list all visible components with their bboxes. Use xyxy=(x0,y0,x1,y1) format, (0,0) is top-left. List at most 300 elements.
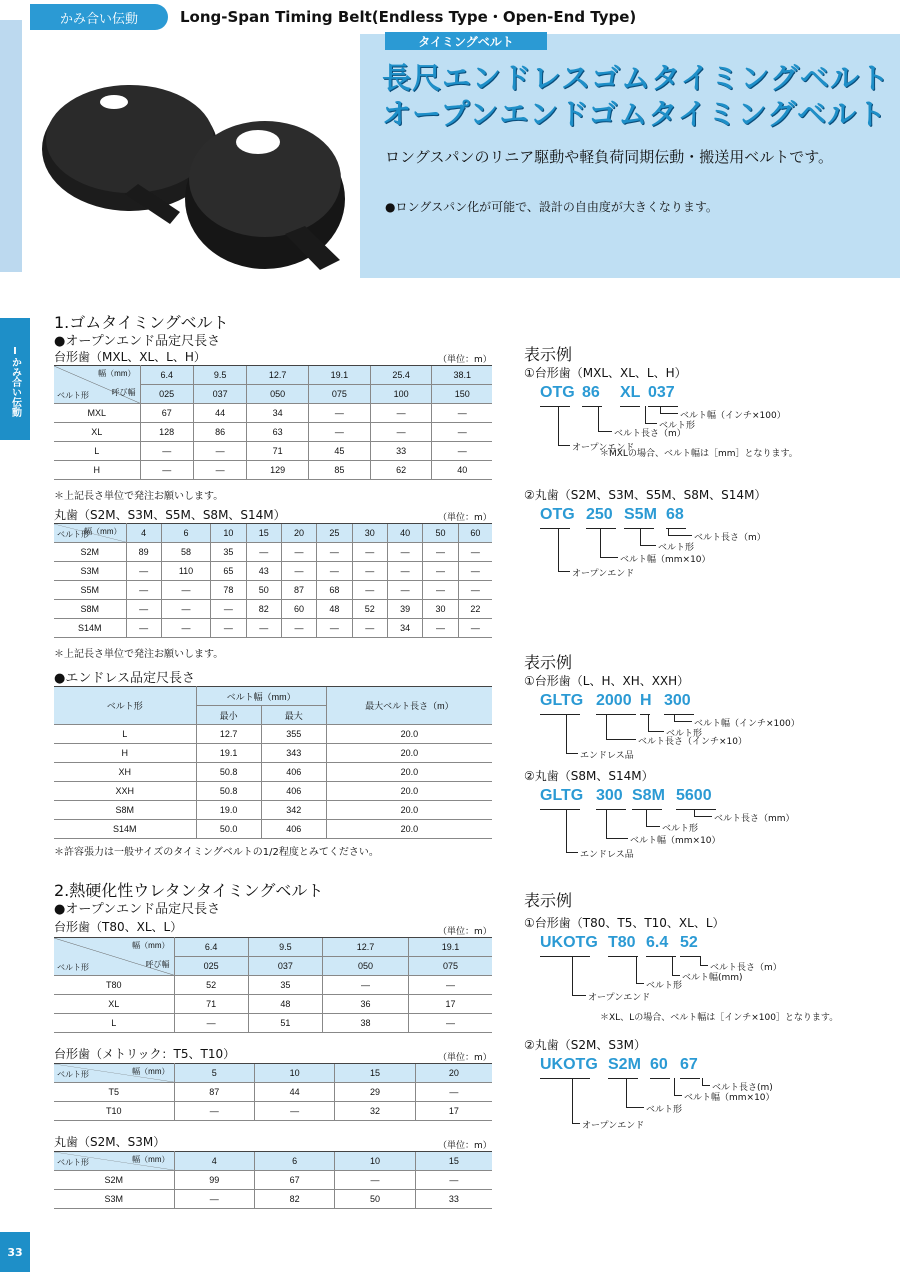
table-row xyxy=(54,581,492,600)
table-cell: 43 xyxy=(246,562,281,581)
table-cell: 67 xyxy=(254,1171,334,1190)
header-diagonal xyxy=(54,524,126,543)
side-section-tab[interactable]: Ⅰかみ合い伝動 xyxy=(0,318,30,440)
width-header: 10 xyxy=(211,524,246,543)
example-heading: 表示例 xyxy=(524,345,573,364)
row-label: S3M xyxy=(54,562,126,581)
table-cell: 19.0 xyxy=(196,801,261,820)
table-cell: — xyxy=(174,1190,254,1209)
leader-line xyxy=(674,1078,682,1096)
table-open-end-round xyxy=(54,523,492,638)
table-cell: 406 xyxy=(261,782,326,801)
table-cell: — xyxy=(458,562,492,581)
table-urethane-trapezoid xyxy=(54,937,492,1033)
code-part: OTG xyxy=(540,506,575,523)
code-part: GLTG xyxy=(540,692,584,709)
table-cell: 52 xyxy=(352,600,387,619)
table-cell: 128 xyxy=(140,423,193,442)
table-cell: 22 xyxy=(458,600,492,619)
table-row xyxy=(54,562,492,581)
table-cell: 50.0 xyxy=(196,820,261,839)
code-label: ベルト形 xyxy=(666,729,703,739)
table-cell: 20.0 xyxy=(326,801,492,820)
table-cell: — xyxy=(387,581,422,600)
code-part: UKOTG xyxy=(540,934,598,951)
code-header: 050 xyxy=(247,385,309,404)
row-label: XH xyxy=(54,763,196,782)
table-cell: 58 xyxy=(161,543,210,562)
table-cell: — xyxy=(432,442,492,461)
header-diagonal xyxy=(54,938,174,976)
width-header: 38.1 xyxy=(432,366,492,385)
section1-sub: ●オープンエンド品定尺長さ xyxy=(54,334,221,349)
table-cell: — xyxy=(423,581,458,600)
table-cell: 50 xyxy=(246,581,281,600)
table-cell: — xyxy=(387,543,422,562)
leader-line xyxy=(672,956,680,976)
t5-caption: 台形歯（メトリック：T5、T10） xyxy=(54,1047,236,1061)
code-part: 2000 xyxy=(596,692,632,709)
code-part: 037 xyxy=(648,384,675,401)
table-cell: — xyxy=(126,619,161,638)
t6-caption: 丸歯（S2M、S3M） xyxy=(54,1135,166,1149)
width-header: 4 xyxy=(174,1152,254,1171)
row-label: S8M xyxy=(54,600,126,619)
side-decoration xyxy=(0,20,22,272)
table-cell: 86 xyxy=(193,423,246,442)
table-cell: — xyxy=(126,600,161,619)
table-cell: — xyxy=(193,461,246,480)
table-cell: 63 xyxy=(247,423,309,442)
header-max-length: 最大ベルト長さ（m） xyxy=(326,687,492,725)
t2-caption: 丸歯（S2M、S3M、S5M、S8M、S14M） xyxy=(54,508,286,522)
table-urethane-metric xyxy=(54,1063,492,1121)
code-label: ベルト長さ（インチ×10） xyxy=(638,737,747,747)
row-label: T5 xyxy=(54,1083,174,1102)
code-label: ベルト長さ（mm） xyxy=(714,814,795,824)
table-cell: — xyxy=(352,619,387,638)
table-cell: 48 xyxy=(248,995,322,1014)
leader-line xyxy=(645,406,657,424)
leader-line xyxy=(558,406,570,446)
code-label: オープンエンド xyxy=(572,443,635,453)
table-cell: — xyxy=(161,581,210,600)
table-row xyxy=(54,763,492,782)
table-cell: 45 xyxy=(309,442,371,461)
table-cell: — xyxy=(309,423,371,442)
table-cell: 51 xyxy=(248,1014,322,1033)
header-width: 幅（mm） xyxy=(132,1155,170,1164)
page-title-en: Long-Span Timing Belt(Endless Type・Open-End Type) xyxy=(180,8,637,26)
section2-heading: 2.熱硬化性ウレタンタイミングベルト xyxy=(54,881,324,900)
leader-line xyxy=(640,528,656,546)
code-underline xyxy=(540,1078,590,1079)
row-label: S5M xyxy=(54,581,126,600)
code-label: ベルト幅（mm×10） xyxy=(684,1093,775,1103)
header-max: 最大 xyxy=(261,706,326,725)
table-cell: 38 xyxy=(323,1014,409,1033)
table-cell: — xyxy=(408,1014,492,1033)
table-cell: 39 xyxy=(387,600,422,619)
table-cell: — xyxy=(126,562,161,581)
table-row xyxy=(54,995,492,1014)
header-diagonal xyxy=(54,1152,174,1171)
table-cell: 44 xyxy=(193,404,246,423)
code-underline xyxy=(620,406,640,407)
table-cell: 20.0 xyxy=(326,763,492,782)
table-cell: 50.8 xyxy=(196,782,261,801)
table-cell: 406 xyxy=(261,763,326,782)
code-header: 050 xyxy=(323,957,409,976)
t2-note: ＊上記長さ単位で発注お願いします。 xyxy=(54,649,224,660)
table-row xyxy=(54,404,492,423)
width-header: 60 xyxy=(458,524,492,543)
row-label: S2M xyxy=(54,1171,174,1190)
table-cell: 35 xyxy=(248,976,322,995)
table-cell: — xyxy=(309,404,371,423)
code-part: 250 xyxy=(586,506,613,523)
table-cell: — xyxy=(432,404,492,423)
example-title: ②丸歯（S2M、S3M） xyxy=(524,1038,646,1052)
leader-line xyxy=(660,406,678,414)
table-cell: 35 xyxy=(211,543,246,562)
table-cell: — xyxy=(211,600,246,619)
row-label: S8M xyxy=(54,801,196,820)
table-endless xyxy=(54,686,492,839)
hero-badge: タイミングベルト xyxy=(385,32,547,50)
table-cell: — xyxy=(211,619,246,638)
row-label: MXL xyxy=(54,404,140,423)
leader-line xyxy=(636,956,644,984)
code-part: UKOTG xyxy=(540,1056,598,1073)
t4-caption: 台形歯（T80、XL、L） xyxy=(54,920,183,934)
code-label: ベルト長さ（m） xyxy=(694,533,766,543)
code-part: OTG xyxy=(540,384,575,401)
table-cell: 82 xyxy=(254,1190,334,1209)
table-cell: — xyxy=(432,423,492,442)
t1-unit: （単位：m） xyxy=(438,355,492,365)
code-label: オープンエンド xyxy=(588,993,651,1003)
width-header: 5 xyxy=(174,1064,254,1083)
table-cell: 29 xyxy=(335,1083,415,1102)
width-header: 20 xyxy=(415,1064,492,1083)
header-diagonal xyxy=(54,1064,174,1083)
width-header: 20 xyxy=(281,524,316,543)
table-cell: — xyxy=(323,976,409,995)
table-cell: — xyxy=(458,543,492,562)
code-header: 037 xyxy=(248,957,322,976)
table-cell: 110 xyxy=(161,562,210,581)
header-type: ベルト形 xyxy=(57,963,89,972)
table-cell: 19.1 xyxy=(196,744,261,763)
table-cell: 99 xyxy=(174,1171,254,1190)
code-label: ベルト幅（インチ×100） xyxy=(680,411,786,421)
code-label: エンドレス品 xyxy=(580,751,634,761)
table-urethane-round xyxy=(54,1151,492,1209)
table-cell: 50.8 xyxy=(196,763,261,782)
code-label: ベルト幅（インチ×100） xyxy=(694,719,800,729)
table-cell: — xyxy=(281,562,316,581)
table-cell: — xyxy=(140,442,193,461)
width-header: 10 xyxy=(335,1152,415,1171)
header-type: ベルト形 xyxy=(57,530,89,539)
code-header: 037 xyxy=(193,385,246,404)
table-cell: 129 xyxy=(247,461,309,480)
code-header: 025 xyxy=(140,385,193,404)
table-cell: — xyxy=(423,562,458,581)
width-header: 12.7 xyxy=(247,366,309,385)
code-part: XL xyxy=(620,384,641,401)
table-row xyxy=(54,1171,492,1190)
code-header: 075 xyxy=(309,385,371,404)
t5-unit: （単位：m） xyxy=(438,1053,492,1063)
table-cell: 17 xyxy=(415,1102,492,1121)
table-cell: 17 xyxy=(408,995,492,1014)
table-cell: — xyxy=(458,581,492,600)
table-cell: 85 xyxy=(309,461,371,480)
table-cell: — xyxy=(415,1171,492,1190)
leader-line xyxy=(606,714,636,740)
table-cell: — xyxy=(246,619,281,638)
table-cell: — xyxy=(161,600,210,619)
row-label: H xyxy=(54,744,196,763)
leader-line xyxy=(566,809,578,853)
hero-subtitle: ロングスパンのリニア駆動や軽負荷同期伝動・搬送用ベルトです。 xyxy=(385,148,834,166)
row-label: L xyxy=(54,725,196,744)
leader-line xyxy=(694,809,712,817)
table-cell: — xyxy=(281,619,316,638)
code-part: GLTG xyxy=(540,787,584,804)
row-label: L xyxy=(54,1014,174,1033)
header-width: 幅（mm） xyxy=(84,527,122,536)
row-label: T10 xyxy=(54,1102,174,1121)
example-title: ②丸歯（S8M、S14M） xyxy=(524,769,654,783)
width-header: 6 xyxy=(254,1152,334,1171)
table-cell: — xyxy=(458,619,492,638)
code-underline xyxy=(680,1078,700,1079)
table-cell: — xyxy=(352,562,387,581)
table-cell: — xyxy=(408,976,492,995)
table-row xyxy=(54,976,492,995)
code-header: 075 xyxy=(408,957,492,976)
section2-sub: ●オープンエンド品定尺長さ xyxy=(54,902,221,917)
width-header: 15 xyxy=(335,1064,415,1083)
leader-line xyxy=(648,714,664,732)
width-header: 4 xyxy=(126,524,161,543)
example-title: ②丸歯（S2M、S3M、S5M、S8M、S14M） xyxy=(524,488,767,502)
header-width: ベルト幅（mm） xyxy=(196,687,326,706)
table-cell: — xyxy=(161,619,210,638)
table-cell: 78 xyxy=(211,581,246,600)
width-header: 10 xyxy=(254,1064,334,1083)
leader-line xyxy=(606,809,628,839)
row-label: XXH xyxy=(54,782,196,801)
table-cell: 406 xyxy=(261,820,326,839)
code-label: オープンエンド xyxy=(582,1121,645,1131)
table-cell: — xyxy=(352,581,387,600)
header-code: 呼び幅 xyxy=(111,388,136,397)
width-header: 9.5 xyxy=(193,366,246,385)
example-note: ＊MXLの場合、ベルト幅は［mm］となります。 xyxy=(600,449,798,459)
table-cell: — xyxy=(317,619,352,638)
table-cell: — xyxy=(254,1102,334,1121)
table-cell: 82 xyxy=(246,600,281,619)
table-cell: — xyxy=(126,581,161,600)
table-cell: — xyxy=(370,423,432,442)
leader-line xyxy=(566,714,578,754)
leader-line xyxy=(668,528,692,536)
code-label: ベルト長さ(m) xyxy=(712,1083,773,1093)
table-cell: 32 xyxy=(335,1102,415,1121)
table-cell: — xyxy=(423,543,458,562)
code-label: ベルト形 xyxy=(662,824,699,834)
header-type: ベルト形 xyxy=(54,687,196,725)
t4-unit: （単位：m） xyxy=(438,927,492,937)
header-width: 幅（mm） xyxy=(132,941,170,950)
code-header: 025 xyxy=(174,957,248,976)
table-row xyxy=(54,725,492,744)
table-cell: 20.0 xyxy=(326,725,492,744)
code-part: S8M xyxy=(632,787,665,804)
example-title: ①台形歯（L、H、XH、XXH） xyxy=(524,674,690,688)
table-cell: 12.7 xyxy=(196,725,261,744)
hero-title-1: 長尺エンドレスゴムタイミングベルト xyxy=(382,61,890,95)
code-label: ベルト形 xyxy=(646,981,683,991)
row-label: S14M xyxy=(54,820,196,839)
width-header: 19.1 xyxy=(408,938,492,957)
table-row xyxy=(54,801,492,820)
table-cell: 40 xyxy=(432,461,492,480)
table-cell: 20.0 xyxy=(326,820,492,839)
table-cell: — xyxy=(140,461,193,480)
code-header: 150 xyxy=(432,385,492,404)
code-part: 67 xyxy=(680,1056,698,1073)
code-label: エンドレス品 xyxy=(580,850,634,860)
table-row xyxy=(54,423,492,442)
leader-line xyxy=(646,809,660,827)
table-cell: 71 xyxy=(247,442,309,461)
code-label: ベルト形 xyxy=(658,543,695,553)
width-header: 50 xyxy=(423,524,458,543)
code-part: 52 xyxy=(680,934,698,951)
table-cell: — xyxy=(317,543,352,562)
table-cell: 48 xyxy=(317,600,352,619)
code-part: S2M xyxy=(608,1056,641,1073)
row-label: XL xyxy=(54,423,140,442)
table-cell: 89 xyxy=(126,543,161,562)
table-cell: 34 xyxy=(387,619,422,638)
table-cell: 20.0 xyxy=(326,782,492,801)
table-row xyxy=(54,1102,492,1121)
width-header: 25.4 xyxy=(370,366,432,385)
table-cell: — xyxy=(352,543,387,562)
width-header: 6.4 xyxy=(140,366,193,385)
header-type: ベルト形 xyxy=(57,1158,89,1167)
hero-bullet: ●ロングスパン化が可能で、設計の自由度が大きくなります。 xyxy=(385,200,718,214)
table-row xyxy=(54,619,492,638)
table-cell: — xyxy=(174,1014,248,1033)
header-type: ベルト形 xyxy=(57,391,89,400)
table-cell: — xyxy=(370,404,432,423)
table-row xyxy=(54,744,492,763)
table-row xyxy=(54,600,492,619)
code-part: 300 xyxy=(664,692,691,709)
code-label: ベルト長さ（m） xyxy=(614,429,686,439)
width-header: 19.1 xyxy=(309,366,371,385)
code-part: S5M xyxy=(624,506,657,523)
code-underline xyxy=(650,1078,670,1079)
category-tag: かみ合い伝動 xyxy=(30,4,168,30)
example-title: ①台形歯（MXL、XL、L、H） xyxy=(524,366,687,380)
code-part: 86 xyxy=(582,384,600,401)
code-label: ベルト幅(mm) xyxy=(682,973,743,983)
example-heading: 表示例 xyxy=(524,653,573,672)
row-label: H xyxy=(54,461,140,480)
code-part: H xyxy=(640,692,652,709)
header-width: 幅（mm） xyxy=(98,369,136,378)
header-width: 幅（mm） xyxy=(132,1067,170,1076)
table-cell: 342 xyxy=(261,801,326,820)
code-part: 6.4 xyxy=(646,934,669,951)
code-label: ベルト形 xyxy=(659,421,696,431)
table-cell: 65 xyxy=(211,562,246,581)
row-label: S2M xyxy=(54,543,126,562)
width-header: 25 xyxy=(317,524,352,543)
table-open-end-trapezoid xyxy=(54,365,492,480)
section1-sub2: ●エンドレス品定尺長さ xyxy=(54,671,195,686)
code-part: T80 xyxy=(608,934,636,951)
table-cell: 68 xyxy=(317,581,352,600)
table-cell: 20.0 xyxy=(326,744,492,763)
table-row xyxy=(54,1190,492,1209)
width-header: 6 xyxy=(161,524,210,543)
table-cell: 87 xyxy=(281,581,316,600)
leader-line xyxy=(700,956,708,966)
width-header: 15 xyxy=(246,524,281,543)
table-cell: 50 xyxy=(335,1190,415,1209)
table-cell: 62 xyxy=(370,461,432,480)
leader-line xyxy=(558,528,570,572)
table-row xyxy=(54,1014,492,1033)
width-header: 30 xyxy=(352,524,387,543)
t1-caption: 台形歯（MXL、XL、L、H） xyxy=(54,350,206,364)
table-cell: — xyxy=(246,543,281,562)
table-row xyxy=(54,820,492,839)
table-row xyxy=(54,442,492,461)
table-cell: — xyxy=(281,543,316,562)
table-cell: 36 xyxy=(323,995,409,1014)
leader-line xyxy=(572,956,586,996)
code-underline xyxy=(608,956,638,957)
t1-note: ＊上記長さ単位で発注お願いします。 xyxy=(54,491,224,502)
code-part: 300 xyxy=(596,787,623,804)
table-row xyxy=(54,782,492,801)
hero-title-2: オープンエンドゴムタイミングベルト xyxy=(382,97,888,131)
table-cell: 71 xyxy=(174,995,248,1014)
leader-line xyxy=(572,1078,580,1124)
row-label: S3M xyxy=(54,1190,174,1209)
leader-line xyxy=(598,406,612,432)
width-header: 12.7 xyxy=(323,938,409,957)
example-heading: 表示例 xyxy=(524,891,573,910)
width-header: 9.5 xyxy=(248,938,322,957)
leader-line xyxy=(702,1078,710,1086)
width-header: 6.4 xyxy=(174,938,248,957)
belt-photo xyxy=(30,34,360,278)
table-cell: 30 xyxy=(423,600,458,619)
table-row xyxy=(54,1083,492,1102)
code-part: 68 xyxy=(666,506,684,523)
